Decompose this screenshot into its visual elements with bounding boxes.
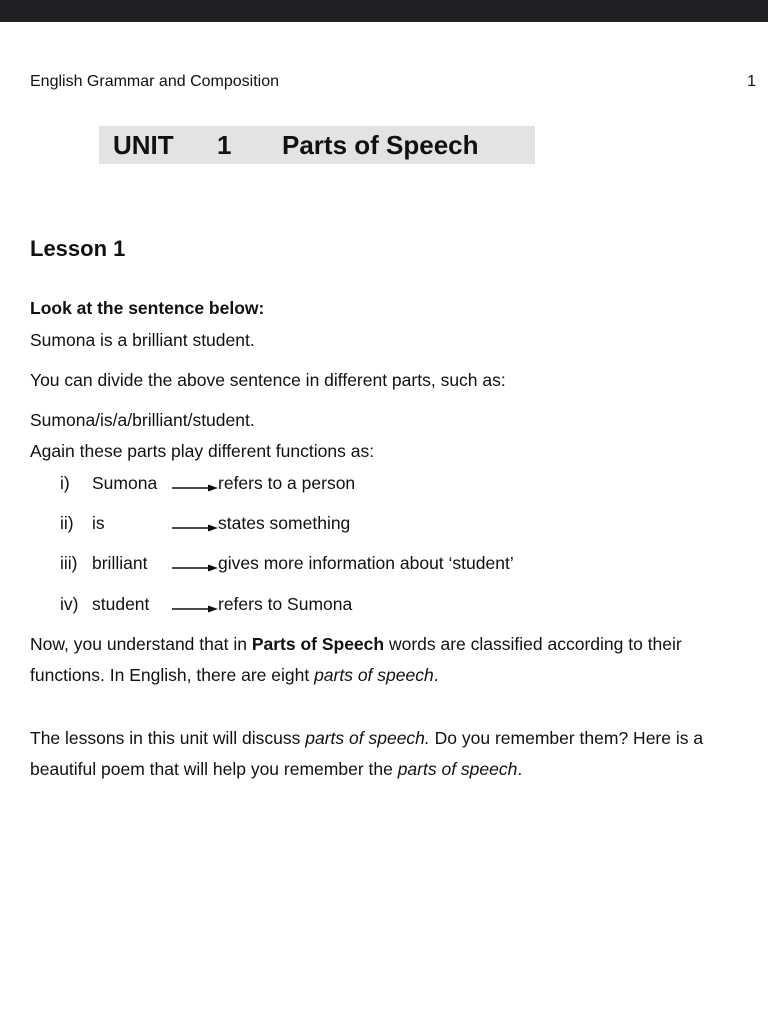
example-sentence: Sumona is a brilliant student. xyxy=(30,330,255,350)
parts-of-speech-italic: parts of speech xyxy=(397,759,518,779)
item-word: is xyxy=(92,513,105,533)
arrow-right-icon xyxy=(172,483,218,493)
book-title: English Grammar and Composition xyxy=(30,73,279,90)
parts-of-speech-italic: parts of speech xyxy=(314,665,434,685)
item-meaning: gives more information about ‘student’ xyxy=(218,553,514,573)
item-meaning: refers to a person xyxy=(218,473,356,493)
item-meaning: refers to Sumona xyxy=(218,594,353,614)
item-word: Sumona xyxy=(92,473,158,493)
item-meaning: states something xyxy=(218,513,351,533)
arrow-right-icon xyxy=(172,563,218,573)
item-marker: ii) xyxy=(60,513,74,533)
paragraph-text: . xyxy=(433,665,439,685)
top-bar xyxy=(0,0,768,22)
item-word: student xyxy=(92,594,150,614)
split-sentence: Sumona/is/a/brilliant/student. xyxy=(30,410,255,430)
parts-of-speech-bold: Parts of Speech xyxy=(251,634,385,654)
lesson-heading: Lesson 1 xyxy=(30,236,126,261)
functions-text: Again these parts play different functions as: xyxy=(30,441,375,461)
intro-prompt: Look at the sentence below: xyxy=(30,298,265,318)
page-number: 1 xyxy=(747,73,756,90)
paragraph-text: The lessons in this unit will discuss xyxy=(30,728,306,748)
unit-label: UNIT xyxy=(113,130,174,160)
paragraph-text: words are classified according to their functions. In English, there are eight xyxy=(30,634,682,685)
item-marker: i) xyxy=(60,473,70,493)
paragraph-text: Do you remember them? Here is a beautiful poem that will help you remember the xyxy=(30,728,704,779)
item-marker: iii) xyxy=(60,553,78,573)
unit-banner xyxy=(99,126,535,164)
unit-title: Parts of Speech xyxy=(282,130,479,160)
item-word: brilliant xyxy=(92,553,148,573)
arrow-right-icon xyxy=(172,523,218,533)
poem-intro-paragraph xyxy=(30,723,760,785)
paragraph-text: . xyxy=(517,759,523,779)
divide-text: You can divide the above sentence in different parts, such as: xyxy=(30,370,506,390)
item-marker: iv) xyxy=(60,594,79,614)
paragraph-text: Now, you understand that in xyxy=(30,634,252,654)
arrow-right-icon xyxy=(172,604,218,614)
classification-paragraph xyxy=(30,629,760,691)
unit-number: 1 xyxy=(217,130,232,160)
parts-of-speech-italic: parts of speech. xyxy=(305,728,430,748)
